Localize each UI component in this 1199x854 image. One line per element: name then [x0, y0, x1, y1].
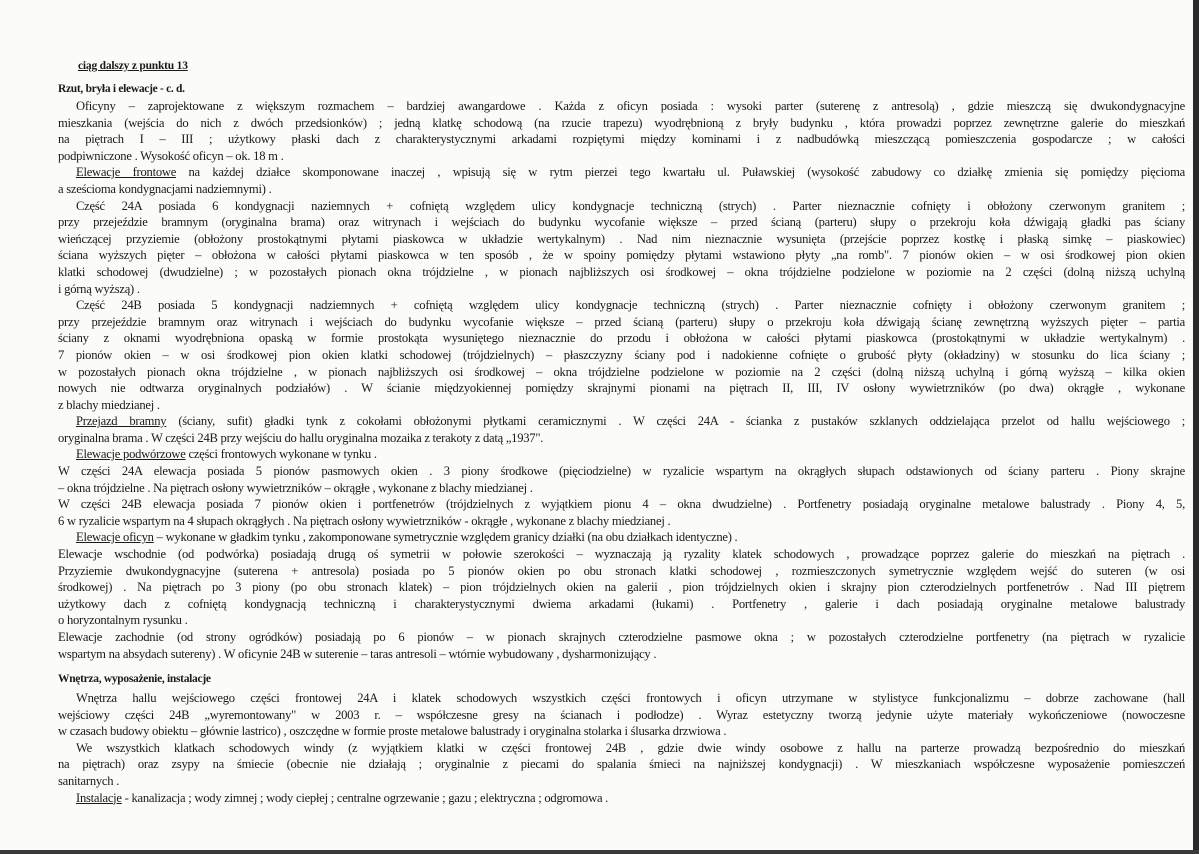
text-line	[58, 496, 1185, 513]
text-line	[58, 413, 1185, 430]
text-line	[58, 612, 1185, 629]
line-text: wejściowy części 24B „wyremontowany" w 2003 r. – współczesne gresy na ścianach i podłodze) . Wyraz estetyczny tworzą jedynie użyte materiały wykończeniowe (nowoczesne	[58, 707, 1185, 722]
line-text: W części 24A elewacja posiada 5 pionów pasmowych okien . 3 piony środkowe (pięciodzielne) w ryzalicie wspartym na okrągłych słupach odstawionych od ściany parteru . Piony skrajne	[58, 464, 1185, 479]
line-text: sanitarnych .	[58, 773, 120, 788]
line-text: Oficyny – zaprojektowane z większym rozmachem – bardziej awangardowe . Każda z oficyn posiada : wysoki parter (suterenę z antresolą) , gdzie mieszczą się dwukondygnacyjne	[76, 99, 1185, 113]
section-heading-wnetrza: Wnętrza, wyposażenie, instalacje	[58, 673, 211, 685]
line-text: na piętrach I – III ; użytkowy płaski dach z charakterystycznymi arkadami rozpiętymi między kominami i z nadbudówką mieszczącą pomieszczenia gospodarcze ; w całości	[58, 132, 1185, 147]
paragraph	[58, 629, 1185, 662]
text-line	[58, 756, 1185, 773]
text-line	[58, 579, 1185, 596]
text-line	[58, 563, 1185, 580]
text-line	[58, 347, 1185, 364]
line-text: Część 24A posiada 6 kondygnacji naziemnych + cofniętą względem ulicy kondygnacje techniczną (strych) . Parter nieznacznie cofnięty i obłożony czerwonym granitem ;	[76, 198, 1185, 213]
text-line	[58, 364, 1185, 381]
line-text: W części 24B elewacja posiada 7 pionów okien i portfenetrów (trójdzielnych z wyjątkiem pionu 4 – okna dwudzielne) . Portfenetry posiadają oryginalne metalowe balustrady . Piony 4, 5,	[58, 497, 1185, 512]
text-line	[58, 596, 1185, 613]
line-text: oryginalna brama . W części 24B przy wejściu do hallu oryginalna mozaika z terakoty z datą „1937".	[58, 430, 544, 445]
line-text: przy przejeździe bramnym (oryginalna brama) oraz witrynach i wejściach do budynku wycofanie większe – przed ścianą (parteru) słupy o przekroju koła dźwigają gładki pas ściany	[58, 215, 1185, 230]
text-line	[58, 529, 1185, 546]
text-line	[58, 690, 1185, 707]
line-text: (ściany, sufit) gładki tynk z cokołami obłożonymi płytkami ceramicznymi . W części 24A - ścianka z pustaków szklanych oddzielająca przelot od hallu wejściowego ;	[166, 414, 1185, 429]
text-line	[58, 281, 1185, 298]
line-text: – wykonane w gładkim tynku , zakomponowane symetrycznie względem granicy działki (na obu działkach identyczne) .	[153, 530, 738, 545]
paragraph	[58, 98, 1185, 164]
underlined-lead: Elewacje podwórzowe	[76, 447, 186, 462]
text-line	[58, 629, 1185, 646]
paragraph	[58, 546, 1185, 629]
scan-edge-right	[1193, 0, 1199, 854]
line-text: ściany z oknami wyodrębniona opaską w formie prostokąta wysuniętego nieznacznie do przodu i obłożona w całości płytami piaskowca (prostokątnymi w układzie wertykalnym) .	[58, 331, 1185, 346]
text-line	[58, 513, 1185, 530]
line-text: wspartym na absydach sutereny) . W oficynie 24B w suterenie – taras antresoli – wtórnie wybudowany , dysharmonizujący .	[58, 646, 657, 661]
line-text: ściana wyższych pięter – obłożona w całości płytami piaskowca w ten sposób , że w spoiny pomiędzy płytami wstawiono płyty „na romb". 7 pionów okien – w osi środkowej pion okien	[58, 248, 1185, 263]
line-text: Przyziemie dwukondygnacyjne (suterena + antresola) posiada po 5 pionów okien po obu stronach klatki schodowej , rozmieszczonych symetrycznie względem wejść do suteren (w osi	[58, 563, 1185, 578]
text-line	[58, 740, 1185, 757]
line-text: We wszystkich klatkach schodowych windy (z wyjątkiem klatki w części frontowej 24B , gdzie dwie windy osobowe z hallu na parterze prowadzą bezpośrednio do mieszkań	[76, 740, 1185, 755]
text-line	[58, 330, 1185, 347]
text-line	[58, 463, 1185, 480]
paragraph	[58, 446, 1185, 463]
line-text: klatki schodowej (dwudzielne) ; w pozostałych pionach okna trójdzielne , w pionach najbliższych osi środkowej – okna trójdzielne podzielone w poziomie na 2 części (dolną niższą uchylną	[58, 264, 1185, 279]
text-line	[58, 546, 1185, 563]
line-text: 6 w ryzalicie wspartym na 4 słupach okrągłych . Na piętrach osłony wywietrzników - okrągłe , wykonane z blachy miedzianej .	[58, 513, 671, 528]
line-text: nowych nie odtwarza oryginalnych podziałów) . W ścianie międzyokiennej pomiędzy skrajnymi pionami na piętrach II, III, IV osłony wywietrzników (po dwa) okrągłe , wykonane	[58, 381, 1185, 396]
line-text: o horyzontalnym rysunku .	[58, 613, 188, 628]
text-line	[58, 115, 1185, 132]
text-line	[58, 164, 1185, 181]
line-text: przy przejeździe bramnym oraz witrynach i wejściach do budynku wycofanie większe – przed ścianą (parteru) słupy o przekroju koła dźwigają ścianę zewnętrzną wyższych pięter – partia	[58, 314, 1185, 329]
line-text: a sześcioma kondygnacjami nadziemnymi) .	[58, 181, 272, 196]
paragraph	[58, 790, 1185, 807]
text-line	[58, 314, 1185, 331]
line-text: wieńczącej przyziemie (obłożony prostokątnymi płytami piaskowca w układzie wertykalnym) . Nad nim nieznacznie wysunięta (przejście poprzez kostkę i płaską simkę – piaskowiec)	[58, 231, 1185, 246]
line-text: w pozostałych pionach okna trójdzielne , w pionach najbliższych osi środkowej – okna trójdzielne podzielone w poziomie na 2 części (dolną niższą uchylną i górną wyższą – kilka okien	[58, 364, 1185, 379]
underlined-lead: Przejazd bramny	[76, 414, 167, 429]
underlined-lead: Instalacje	[76, 790, 122, 805]
section-body-rzut	[58, 98, 1185, 662]
line-text: mieszkania (wejścia do nich z dwóch przedsionków) ; jedną klatkę schodową (na rzucie trapezu) wyodrębnioną z bryły budynku , która prowadzi poprzez zewnętrzne galerie do mieszkań	[58, 115, 1185, 130]
text-line	[58, 773, 1185, 790]
text-line	[58, 231, 1185, 248]
text-line	[58, 790, 1185, 807]
text-line	[58, 380, 1185, 397]
section-heading-rzut: Rzut, bryła i elewacje - c. d.	[58, 83, 185, 95]
paragraph	[58, 297, 1185, 413]
line-text: części frontowych wykonane w tynku .	[185, 447, 377, 462]
text-line	[58, 707, 1185, 724]
line-text: - kanalizacja ; wody zimnej ; wody ciepłej ; centralne ogrzewanie ; gazu ; elektryczna ; odgromowa .	[121, 790, 609, 805]
paragraph	[58, 740, 1185, 790]
text-line	[58, 646, 1185, 663]
text-line	[58, 198, 1185, 215]
line-text: podpiwniczone . Wysokość oficyn – ok. 18 m .	[58, 148, 284, 163]
text-line	[58, 723, 1185, 740]
paragraph	[58, 413, 1185, 446]
line-text: 7 pionów okien – w osi środkowej pion okien klatki schodowej (trójdzielnych) – płaszczyzny ściany pod i nadokienne cofnięte o grubość płyty (okładziny) w stosunku do lica ściany ;	[58, 347, 1185, 362]
line-text: użytkowy dach z cofniętą kondygnacją techniczną i charakterystycznymi dwiema arkadami (łukami) . Portfenetry , galerie i dach posiadają oryginalne metalowe balustrady	[58, 596, 1185, 611]
text-line	[58, 148, 1185, 165]
line-text: Elewacje wschodnie (od podwórka) posiadają drugą oś symetrii w połowie szerokości – wyznaczają ją ryzality klatek schodowych , prowadzące poprzez galerie do mieszkań na piętrach .	[58, 547, 1185, 562]
paragraph	[58, 529, 1185, 546]
document-title: ciąg dalszy z punktu 13	[78, 60, 188, 72]
line-text: Część 24B posiada 5 kondygnacji nadziemnych + cofniętą względem ulicy kondygnacje techniczną (strych) . Parter nieznacznie cofnięty i obłożony czerwonym granitem ;	[76, 298, 1185, 313]
line-text: na każdej działce skomponowane inaczej , wpisują się w rytm pierzei tego kwartału ul. Puławskiej (wysokość zabudowy co działkę zmienia się pomiędzy pięcioma	[176, 165, 1185, 180]
line-text: – okna trójdzielne . Na piętrach osłony wywietrzników – okrągłe , wykonane z blachy miedzianej .	[58, 480, 533, 495]
line-text: Elewacje zachodnie (od strony ogródków) posiadają po 6 pionów – w pionach skrajnych czterodzielne pasmowe okna ; w pozostałych czterodzielne portfenetry (na piętrach w ryzalicie	[58, 630, 1185, 644]
line-text: w czasach budowy obiektu – głównie lastrico) , oszczędne w formie proste metalowe balustrady i oryginalna stolarka i ślusarka drzwiowa .	[58, 724, 727, 739]
scan-edge-bottom	[0, 850, 1199, 854]
text-line	[58, 430, 1185, 447]
paragraph	[58, 164, 1185, 197]
line-text: i górną wyższą) .	[58, 281, 140, 296]
text-line	[58, 297, 1185, 314]
paragraph	[58, 496, 1185, 529]
paragraph	[58, 690, 1185, 740]
paragraph	[58, 198, 1185, 298]
line-text: Wnętrza hallu wejściowego części frontowej 24A i klatek schodowych wszystkich części frontowych i oficyn utrzymane w stylistyce funkcjonalizmu – dobrze zachowane (hall	[76, 691, 1185, 705]
paragraph	[58, 463, 1185, 496]
text-line	[58, 131, 1185, 148]
text-line	[58, 480, 1185, 497]
text-line	[58, 264, 1185, 281]
line-text: na piętrach) oraz zsypy na śmiecie (obecnie nie działają ; oryginalnie z piecami do spalania śmieci na najniższej kondygnacji) . W mieszkaniach współczesne wyposażenie pomieszczeń	[58, 757, 1185, 772]
line-text: z blachy miedzianej .	[58, 397, 160, 412]
section-body-wnetrza	[58, 690, 1185, 806]
text-line	[58, 397, 1185, 414]
text-line	[58, 214, 1185, 231]
text-line	[58, 98, 1185, 115]
line-text: środkowej) . Na piętrach po 3 piony (po obu stronach klatek) – pion trójdzielnych okien na galerii , pion trójdzielnych okien i skrajny pion czterodzielnych portfenetrów . Nad III piętrem	[58, 580, 1185, 595]
underlined-lead: Elewacje oficyn	[76, 530, 154, 545]
underlined-lead: Elewacje frontowe	[76, 165, 177, 180]
text-line	[58, 247, 1185, 264]
text-line	[58, 181, 1185, 198]
text-line	[58, 446, 1185, 463]
